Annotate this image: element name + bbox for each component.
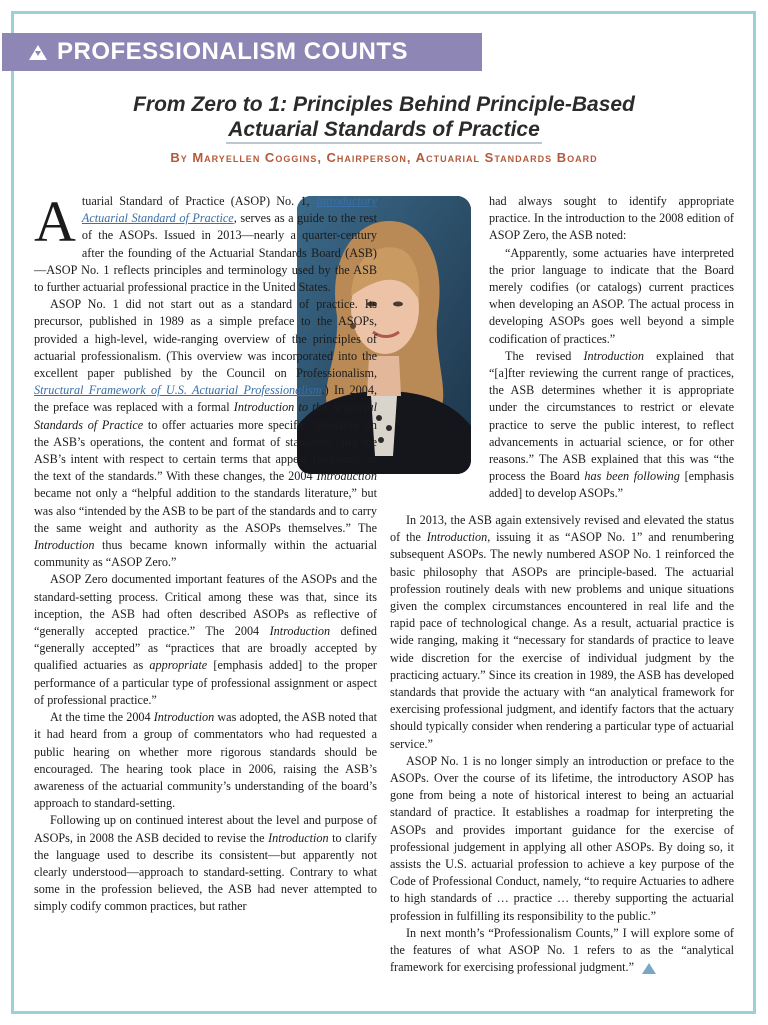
banner-text: PROFESSIONALISM COUNTS — [57, 38, 409, 65]
article-title — [60, 92, 708, 142]
title-line-1: From Zero to 1: Principles Behind Principle-Based — [133, 93, 635, 116]
paragraph-5: Following up on continued interest about the level and purpose of ASOPs, in 2008 the ASB decided to revise the Introduction to clarify the language used to describe its consistent—but apparently not clearly understood—approach to standard-setting. Contrary to what some in the profession believed, the ASB had never attempted to simply codify common practices, but rather — [34, 813, 377, 914]
paragraph-1: Atuarial Standard of Practice (ASOP) No. 1, Introductory Actuarial Standard of Practice, serves as a guide to the rest of the ASOPs. Issued in 2013—nearly a quarter-century after the founding of the Actuarial Standards Board (ASB)—ASOP No. 1 reflects principles and terminology used by the ASB to further actuarial professional practice in the United States. — [34, 189, 377, 295]
column-left — [34, 189, 378, 916]
paragraph-4: At the time the 2004 Introduction was adopted, the ASB noted that it had heard from a group of commentators who had requested a public hearing on whether more rigorous standards should be encouraged. The hearing took place in 2006, raising the ASB’s awareness of the actuarial community’s understanding of the board’s approach to standard-setting. — [34, 710, 377, 811]
title-line-2: Actuarial Standards of Practice — [226, 118, 542, 144]
section-banner — [2, 33, 482, 71]
triangle-end-icon — [642, 963, 656, 974]
triangle-logo-icon — [29, 45, 47, 60]
paragraph-3: ASOP Zero documented important features of the ASOPs and the standard-setting process. Critical among these was that, since its inception, the ASB had often described ASOPs as reflective of “generally accepted practice.” The 2004 Introduction defined “generally accepted” as “practices that are broadly accepted by qualified actuaries as appropriate [emphasis added] to the proper performance of a particular type of professional assignment or aspect of professional practice.” — [34, 572, 378, 707]
column-right-bottom — [390, 512, 734, 976]
paragraph-6: had always sought to identify appropriate practice. In the introduction to the 2008 edition of ASOP Zero, the ASB noted: — [489, 194, 734, 243]
column-right-top — [489, 193, 734, 503]
byline: By Maryellen Coggins, Chairperson, Actuarial Standards Board — [170, 150, 598, 165]
paragraph-9: ASOP No. 1 is no longer simply an introduction or preface to the ASOPs. Over the course of its lifetime, the introductory ASOP has gone from being a note of historical interest to being an actuarial standard of practice. It establishes a roadmap for interpreting the ASOPs and provides important guidance for the exercise of professional judgement in applying all other ASOPs. By doing so, it assists the U.S. actuarial profession to achieve a key purpose of the Code of Professional Conduct, namely, “to require Actuaries to adhere to high standards of … practice … thereby supporting the actuarial profession in fulfilling its responsibility to the public.” — [390, 753, 734, 923]
link-structural-framework[interactable]: Structural Framework of U.S. Actuarial Professionalism — [34, 383, 322, 398]
paragraph-8: In 2013, the ASB again extensively revised and elevated the status of the Introduction, issuing it as “ASOP No. 1” and renumbering subsequent ASOPs. The newly numbered ASOP No. 1 reinforced the basic philosophy that ASOPs are principle-based. The actuarial profession routinely deals with new problems and unique situations given the complex circumstances encountered in real life and the rapid pace of technological change. As a result, actuarial practice is wide ranging, making it “necessary for standards of practice to leave wide discretion for the exercise of individual judgment by the practicing actuary.” Since its creation in 1989, the ASB has developed standards that provide the actuary with “an analytical framework for exercising professional judgment, and identify factors that the actuary should typically consider when rendering a particular type of actuarial service.” — [390, 513, 734, 751]
link-asop-1[interactable]: Introductory Actuarial Standard of Practice — [81, 194, 377, 226]
drop-cap: A — [34, 189, 76, 254]
paragraph-10: In next month’s “Professionalism Counts,” I will explore some of the features of what ASOP No. 1 refers to as the “analytical framework for exercising professional judgment.” — [390, 925, 734, 975]
paragraph-7: The revised Introduction explained that “[a]fter reviewing the current range of practices, the ASB determines whether it is appropriate under the circumstances to restrict or elevate practice to serve the public interest, to reflect advancements in actuarial science, or for other reasons.” The ASB explained that this was “the process the Board has been following [emphasis added] to develop ASOPs.” — [489, 348, 734, 501]
paragraph-2: ASOP No. 1 did not start out as a standard of practice. Its precursor, published in 1989 as a simple preface to the ASOPs, provided a high-level, wide-ranging overview of the principles of actuarial professionalism. (This overview was incorporated into the excellent paper published by the Council on Professionalism, Structural Framework of U.S. Actuarial Professionalism.) In 2004, the preface was replaced with a formal Introduction to the Actuarial Standards of Practice to offer actuaries more specific “guidance on the ASB’s operations, the content and format of standards, and the ASB’s intent with respect to certain terms that appear frequently in the text of the standards.” With these changes, the 2004 Introduction became not only a “helpful addition to the standards literature,” but was also “intended by the ASB to be part of the standards and to carry the same weight and authority as the ASOPs themselves.” The Introduction thus became known informally within the actuarial community as “ASOP Zero.” — [34, 297, 377, 570]
block-quote: “Apparently, some actuaries have interpreted the prior language to indicate that the Board merely codifies (or catalogs) current practices when developing an ASOP. The actual process in developing ASOPs goes well beyond a simple codification of practices.” — [489, 245, 734, 346]
